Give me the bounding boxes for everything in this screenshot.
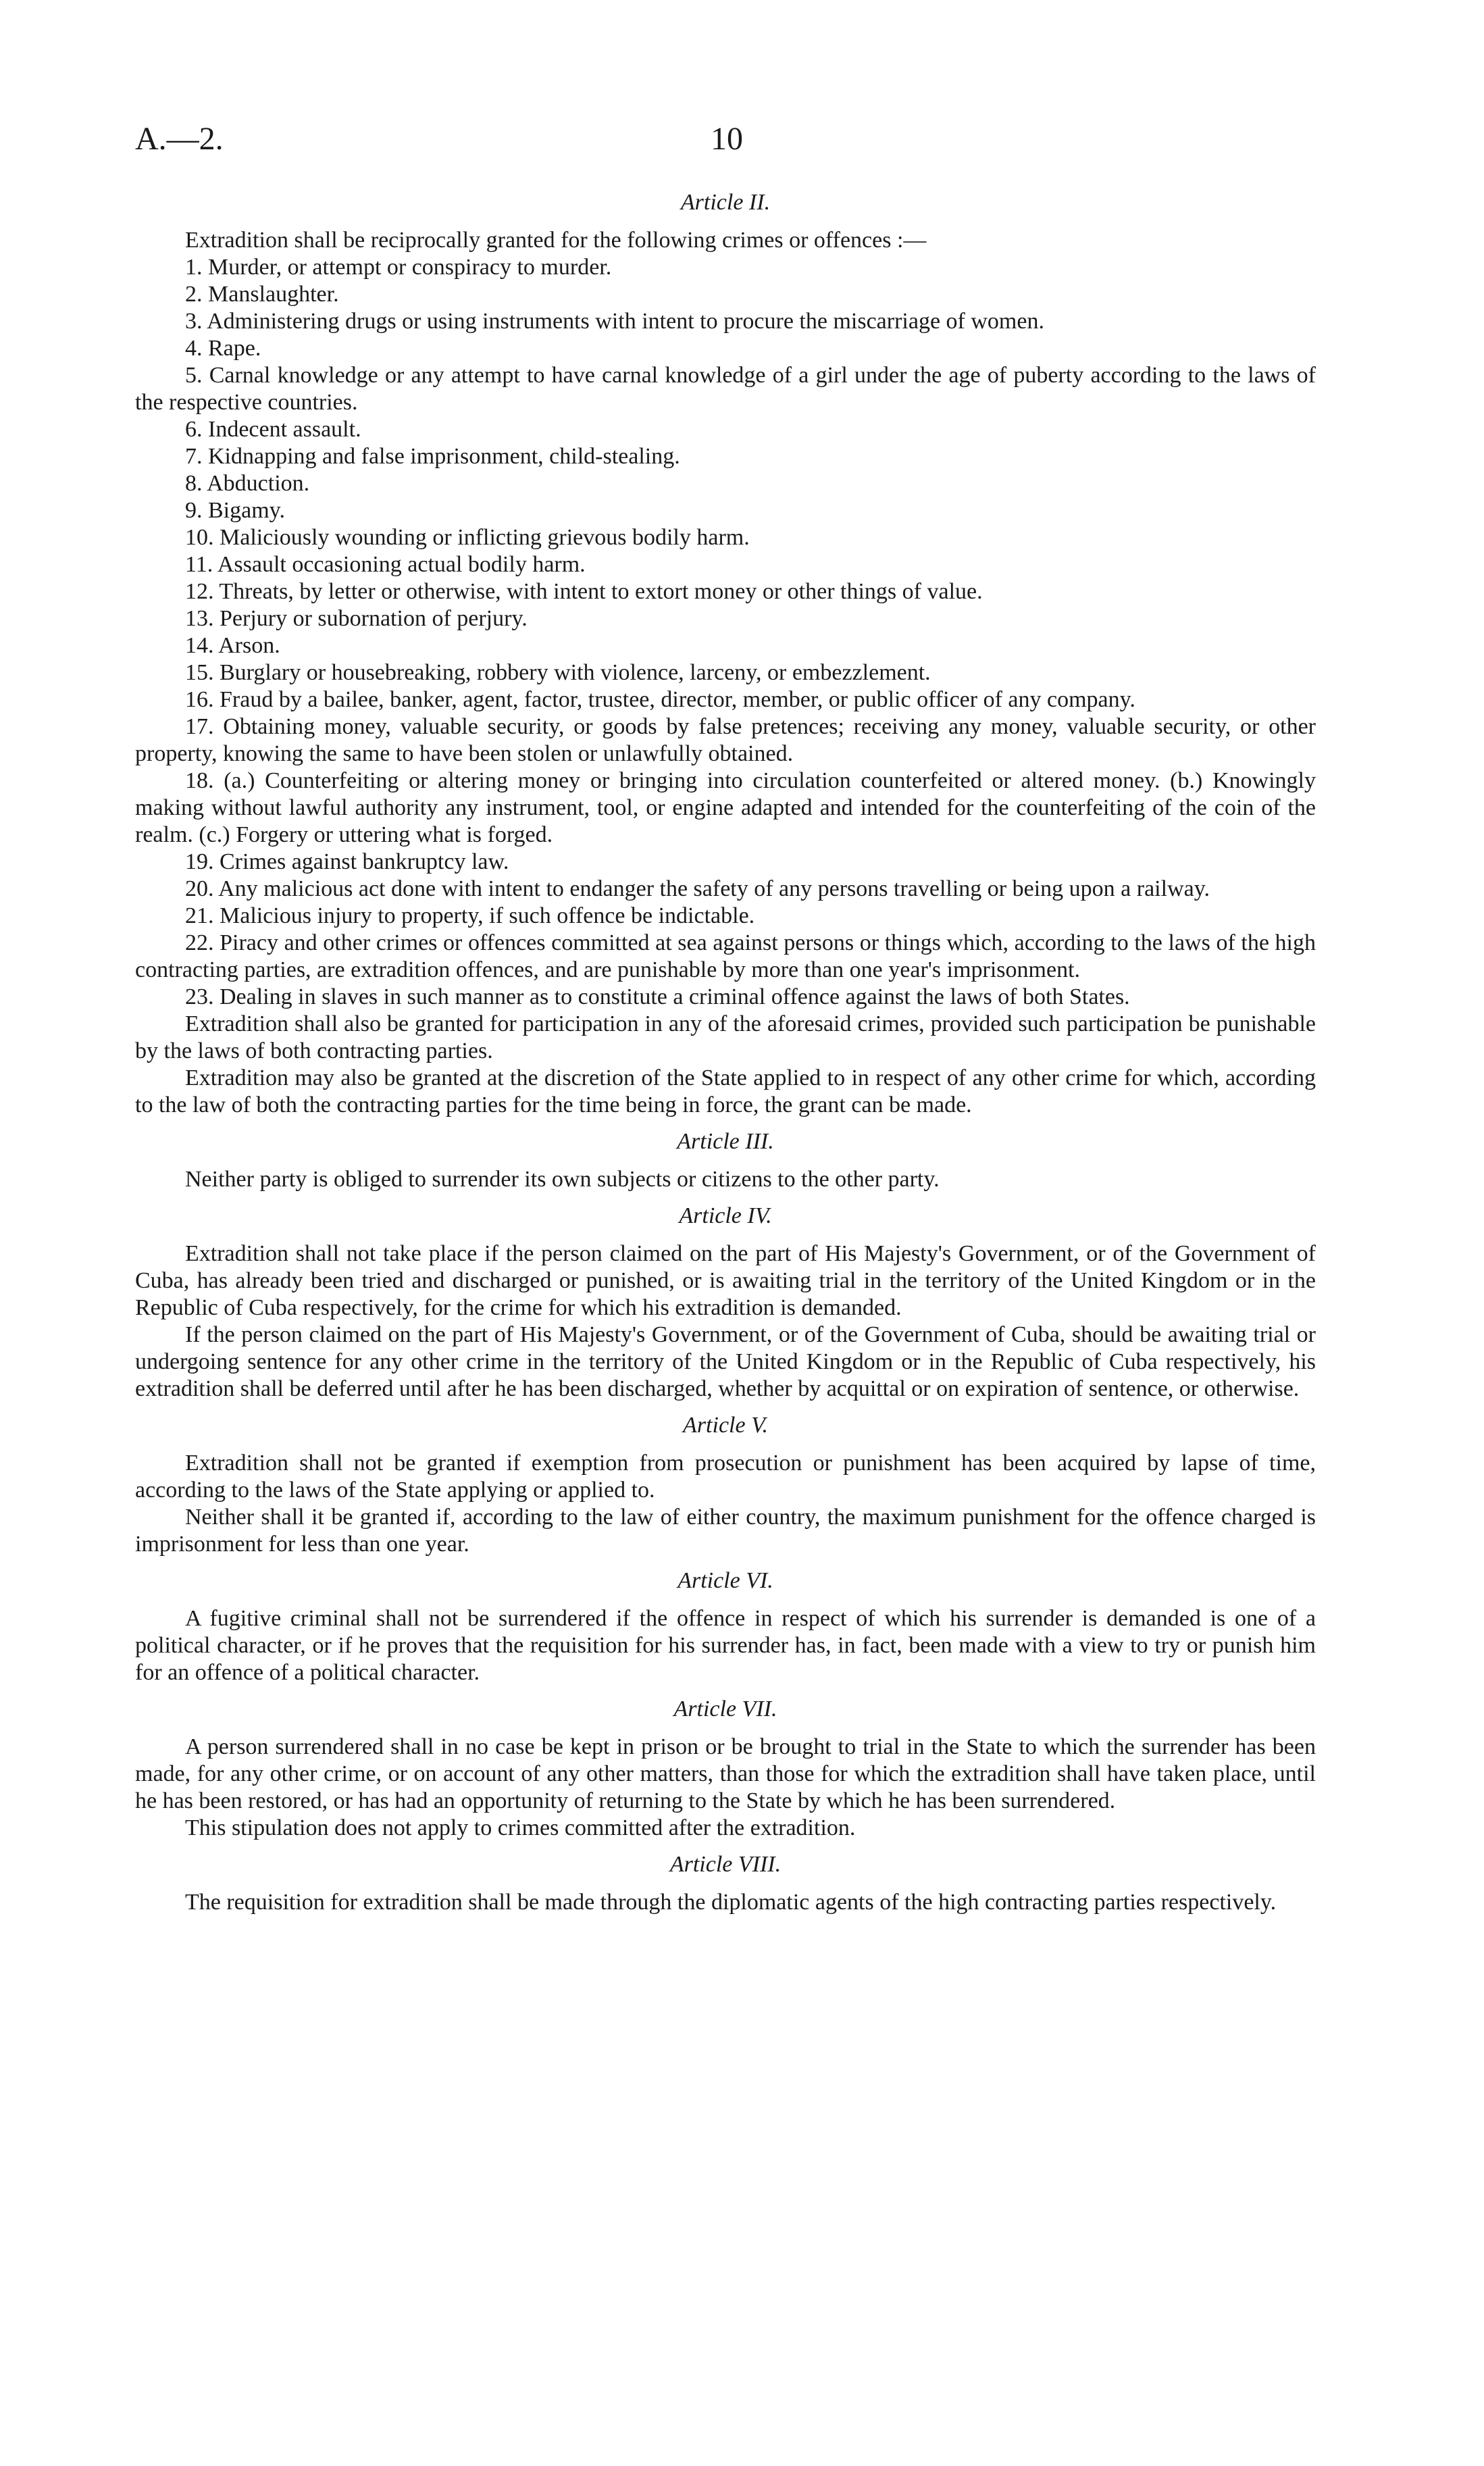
article-paragraph: 19. Crimes against bankruptcy law. <box>185 849 509 874</box>
article-section <box>135 1567 1316 1686</box>
article-paragraph: 15. Burglary or housebreaking, robbery with violence, larceny, or embezzlement. <box>185 660 931 685</box>
article-paragraph: If the person claimed on the part of His Majesty's Government, or of the Government of Cuba, should be awaiting trial or undergoing sentence for any other crime in the territory of the United Kingdom or in the Republic of Cuba respectively, his extradition shall be deferred until after he has been discharged, whether by acquittal or on expiration of sentence, or otherwise. <box>135 1322 1316 1401</box>
article-paragraph: A fugitive criminal shall not be surrendered if the offence in respect of which his surrender is demanded is one of a political character, or if he proves that the requisition for his surrender has, in fact, been made with a view to try or punish him for an offence of a political character. <box>135 1606 1316 1685</box>
article-heading: Article VI. <box>677 1568 773 1593</box>
article-paragraph: 13. Perjury or subornation of perjury. <box>185 606 528 631</box>
article-heading: Article IV. <box>679 1203 772 1228</box>
article-section <box>135 1696 1316 1842</box>
article-paragraph: Neither party is obliged to surrender its own subjects or citizens to the other party. <box>185 1167 940 1192</box>
article-paragraph: 20. Any malicious act done with intent to endanger the safety of any persons travelling or being upon a railway. <box>185 876 1210 901</box>
article-paragraph: 3. Administering drugs or using instruments with intent to procure the miscarriage of women. <box>185 309 1044 334</box>
article-paragraph: Extradition may also be granted at the discretion of the State applied to in respect of any other crime for which, according to the law of both the contracting parties for the time being in force, the grant can be made. <box>135 1065 1316 1117</box>
article-paragraph: 16. Fraud by a bailee, banker, agent, factor, trustee, director, member, or public officer of any company. <box>185 687 1135 712</box>
article-paragraph: Extradition shall not be granted if exemption from prosecution or punishment has been acquired by lapse of time, according to the laws of the State applying or applied to. <box>135 1451 1316 1503</box>
document-body <box>135 189 1316 1916</box>
article-paragraph: Extradition shall be reciprocally granted for the following crimes or offences :— <box>185 228 927 253</box>
article-paragraph: 9. Bigamy. <box>185 498 285 523</box>
article-paragraph: The requisition for extradition shall be made through the diplomatic agents of the high contracting parties respectively. <box>185 1890 1277 1915</box>
article-paragraph: 2. Manslaughter. <box>185 282 339 307</box>
article-section <box>135 1203 1316 1403</box>
article-heading: Article II. <box>680 190 771 215</box>
article-paragraph: A person surrendered shall in no case be kept in prison or be brought to trial in the State to which the surrender has been made, for any other crime, or on account of any other matters, than those for which the extradition shall have taken place, until he has been restored, or has had an opportunity of returning to the State by which he has been surrendered. <box>135 1734 1316 1813</box>
article-heading: Article V. <box>683 1413 768 1438</box>
article-paragraph: 6. Indecent assault. <box>185 417 361 442</box>
article-paragraph: 23. Dealing in slaves in such manner as to constitute a criminal offence against the laws of both States. <box>185 984 1130 1009</box>
article-section <box>135 189 1316 1119</box>
article-section <box>135 1412 1316 1558</box>
article-paragraph: 21. Malicious injury to property, if such offence be indictable. <box>185 903 755 928</box>
article-paragraph: 22. Piracy and other crimes or offences committed at sea against persons or things which, according to the laws of the high contracting parties, are extradition offences, and are punishable by more than one year's imprisonment. <box>135 930 1316 982</box>
article-paragraph: 7. Kidnapping and false imprisonment, child-stealing. <box>185 444 680 469</box>
article-heading: Article III. <box>677 1129 774 1154</box>
document-reference: A.—2. <box>135 121 224 157</box>
article-paragraph: 4. Rape. <box>185 336 261 361</box>
article-paragraph: 8. Abduction. <box>185 471 310 496</box>
article-paragraph: 12. Threats, by letter or otherwise, with intent to extort money or other things of value. <box>185 579 983 604</box>
article-paragraph: 18. (a.) Counterfeiting or altering money or bringing into circulation counterfeited or altered money. (b.) Knowingly making without lawful authority any instrument, tool, or engine adapted and intended for the counterfeiting of the coin of the realm. (c.) Forgery or uttering what is forged. <box>135 768 1316 847</box>
article-section <box>135 1851 1316 1916</box>
article-paragraph: 14. Arson. <box>185 633 280 658</box>
article-paragraph: Extradition shall also be granted for participation in any of the aforesaid crimes, provided such participation be punishable by the laws of both contracting parties. <box>135 1011 1316 1063</box>
article-paragraph: 11. Assault occasioning actual bodily harm. <box>185 552 586 577</box>
article-paragraph: 5. Carnal knowledge or any attempt to have carnal knowledge of a girl under the age of puberty according to the laws of the respective countries. <box>135 363 1316 415</box>
article-paragraph: Neither shall it be granted if, according to the law of either country, the maximum punishment for the offence charged is imprisonment for less than one year. <box>135 1505 1316 1557</box>
article-section <box>135 1128 1316 1193</box>
article-paragraph: 10. Maliciously wounding or inflicting grievous bodily harm. <box>185 525 750 550</box>
article-paragraph: This stipulation does not apply to crimes committed after the extradition. <box>185 1815 856 1840</box>
article-paragraph: 17. Obtaining money, valuable security, or goods by false pretences; receiving any money, valuable security, or other property, knowing the same to have been stolen or unlawfully obtained. <box>135 714 1316 766</box>
page-number: 10 <box>711 121 743 157</box>
article-heading: Article VIII. <box>669 1852 782 1877</box>
article-paragraph: Extradition shall not take place if the person claimed on the part of His Majesty's Government, or of the Government of Cuba, has already been tried and discharged or punished, or is awaiting trial in the territory of the United Kingdom or in the Republic of Cuba respectively, for the crime for which his extradition is demanded. <box>135 1241 1316 1320</box>
article-paragraph: 1. Murder, or attempt or conspiracy to murder. <box>185 255 612 280</box>
article-heading: Article VII. <box>673 1696 777 1721</box>
